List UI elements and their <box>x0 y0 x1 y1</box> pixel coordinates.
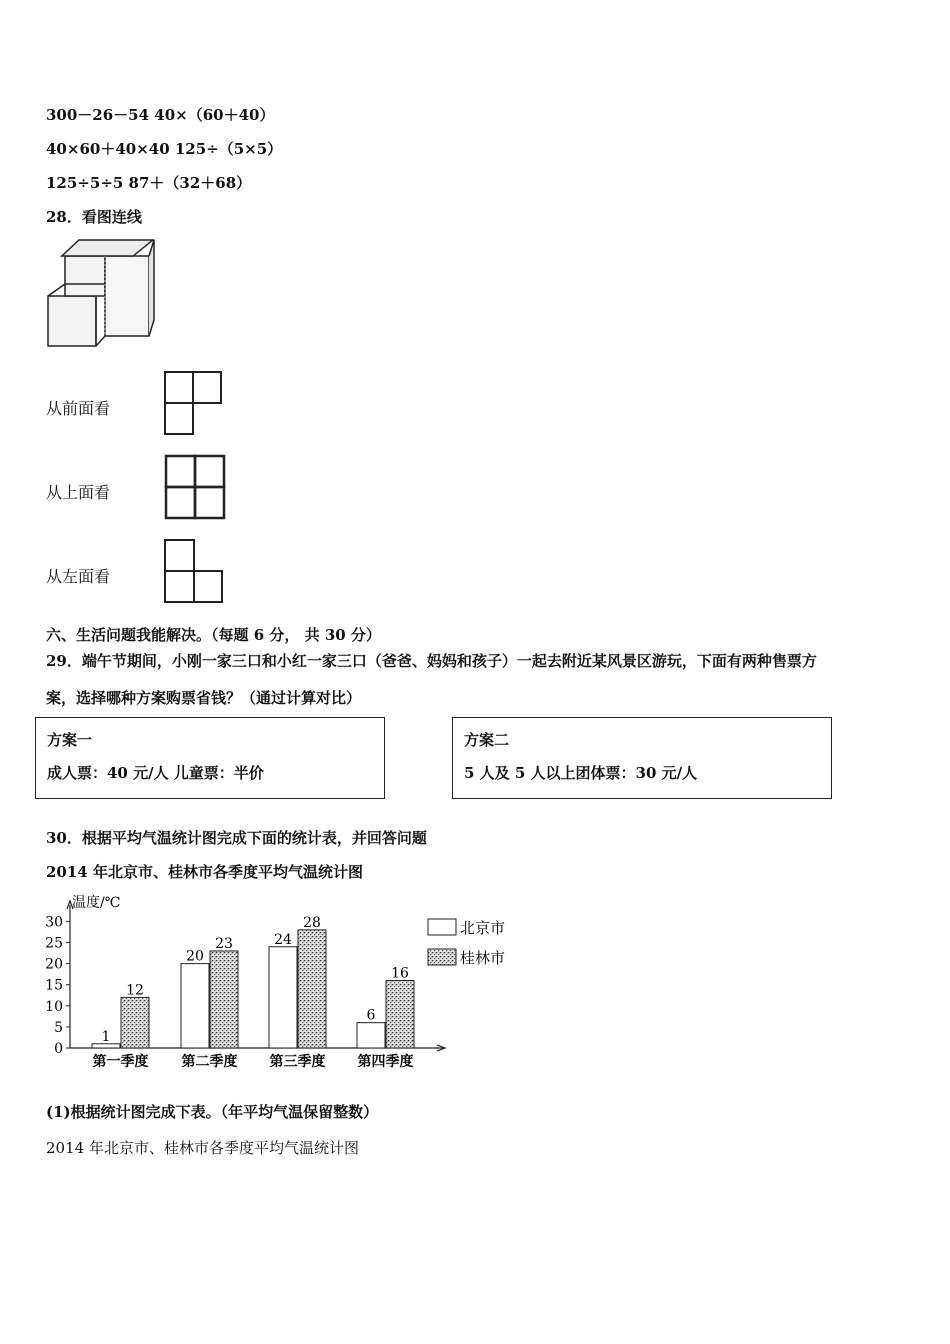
cube-solid-figure <box>44 236 160 354</box>
plan-one-box <box>35 717 385 799</box>
bar-guilin <box>386 981 414 1049</box>
calc-line-2: 40×60＋40×40 125÷（5×5） <box>46 140 283 158</box>
bar-value-label: 12 <box>126 982 144 999</box>
legend-label: 桂林市 <box>460 949 506 967</box>
view-label-left: 从左面看 <box>46 567 111 586</box>
x-tick-label: 第二季度 <box>181 1054 238 1070</box>
plan-two-text: 5 人及 5 人以上团体票：30 元/人 <box>464 764 698 782</box>
bar-value-label: 6 <box>366 1007 376 1024</box>
calc-line-1: 300－26－54 40×（60＋40） <box>46 106 275 124</box>
left-view-figure <box>163 538 225 604</box>
y-tick-label: 30 <box>45 914 63 931</box>
bar-value-label: 20 <box>186 948 204 965</box>
bar-beijing <box>269 947 297 1048</box>
section6-title: 六、生活问题我能解决。（每题 6 分， 共 30 分） <box>46 626 381 644</box>
top-view-figure <box>163 454 227 520</box>
plan-two-title: 方案二 <box>464 731 510 749</box>
legend-swatch-guilin <box>428 949 456 965</box>
temperature-bar-chart <box>40 888 520 1078</box>
front-view-figure <box>163 370 225 436</box>
plan-two-box <box>452 717 832 799</box>
bar-beijing <box>181 964 209 1048</box>
bar-value-label: 23 <box>215 935 233 952</box>
q29-line-2: 案，选择哪种方案购票省钱？（通过计算对比） <box>46 689 362 707</box>
bar-guilin <box>298 930 326 1048</box>
bar-value-label: 16 <box>391 965 409 982</box>
legend-label: 北京市 <box>460 919 506 937</box>
y-tick-label: 25 <box>45 935 63 952</box>
calc-line-3: 125÷5÷5 87＋（32＋68） <box>46 174 252 192</box>
plan-one-text: 成人票：40 元/人 儿童票：半价 <box>47 764 264 782</box>
view-label-front: 从前面看 <box>46 399 111 418</box>
y-axis-label: 温度/℃ <box>72 895 121 911</box>
bar-guilin <box>210 951 238 1048</box>
q28-title: 28．看图连线 <box>46 208 142 226</box>
chart-heading: 2014 年北京市、桂林市各季度平均气温统计图 <box>46 863 363 881</box>
y-tick-label: 5 <box>54 1019 63 1036</box>
bar-value-label: 1 <box>101 1028 111 1045</box>
x-tick-label: 第三季度 <box>269 1054 326 1070</box>
y-tick-label: 20 <box>45 956 63 973</box>
table-title: 2014 年北京市、桂林市各季度平均气温统计图 <box>46 1139 359 1157</box>
y-tick-label: 10 <box>45 998 63 1015</box>
q29-line-1: 29．端午节期间，小刚一家三口和小红一家三口（爸爸、妈妈和孩子）一起去附近某风景区游玩，下面有两种售票方 <box>46 652 817 670</box>
y-tick-label: 0 <box>54 1041 63 1057</box>
x-tick-label: 第一季度 <box>92 1054 149 1070</box>
x-tick-label: 第四季度 <box>357 1054 414 1070</box>
view-label-top: 从上面看 <box>46 483 111 502</box>
q30-title: 30．根据平均气温统计图完成下面的统计表，并回答问题 <box>46 829 427 847</box>
y-tick-label: 15 <box>45 977 63 994</box>
plan-one-title: 方案一 <box>47 731 93 749</box>
bar-guilin <box>121 997 149 1048</box>
bar-value-label: 28 <box>303 914 321 931</box>
bar-beijing <box>357 1023 385 1048</box>
legend-swatch-beijing <box>428 919 456 935</box>
q30-sub1: (1)根据统计图完成下表。（年平均气温保留整数） <box>46 1103 379 1121</box>
bar-value-label: 24 <box>274 931 292 948</box>
